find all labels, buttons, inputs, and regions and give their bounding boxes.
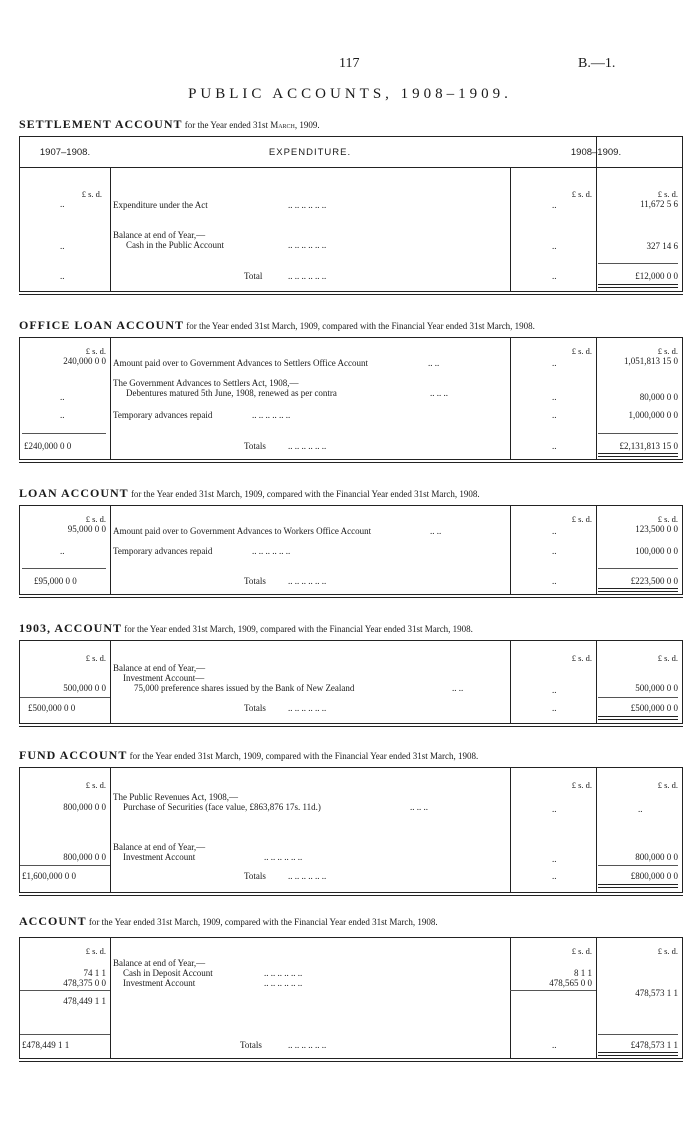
document-reference: B.—1. — [578, 56, 616, 71]
dot-leader: .. .. — [430, 526, 442, 536]
total-label: Totals — [244, 576, 266, 586]
row-subdescription: Purchase of Securities (face value, £863,876 17s. 11d.) — [123, 802, 321, 812]
last-account-table — [19, 937, 683, 1059]
inner-value: .. — [552, 685, 557, 695]
currency-heading: £ s. d. — [657, 346, 678, 356]
total-outer: £2,131,813 15 0 — [619, 441, 678, 451]
dot-leader: .. .. .. .. .. .. — [252, 410, 291, 420]
page-number: 117 — [339, 56, 360, 71]
total-inner: .. — [552, 871, 557, 881]
row-subdescription: Investment Account — [123, 852, 196, 862]
inner-value: .. — [552, 392, 557, 402]
total-outer: £12,000 0 0 — [635, 271, 678, 281]
row-subdescription: Investment Account — [123, 978, 196, 988]
prev-value: 800,000 0 0 — [63, 802, 106, 812]
last-account-heading-lead: ACCOUNT — [19, 914, 87, 928]
currency-heading: £ s. d. — [657, 780, 678, 790]
outer-value: 478,573 1 1 — [635, 988, 678, 998]
prev-value: 800,000 0 0 — [63, 852, 106, 862]
currency-heading: £ s. d. — [85, 653, 106, 663]
prev-value: 74 1 1 — [83, 968, 106, 978]
column-1908-1909: 1908–1909. — [570, 147, 622, 158]
currency-heading: £ s. d. — [571, 780, 592, 790]
total-outer: £478,573 1 1 — [630, 1040, 678, 1050]
prev-value: 500,000 0 0 — [63, 683, 106, 693]
total-label: Totals — [244, 441, 266, 451]
outer-value: 100,000 0 0 — [635, 546, 678, 556]
inner-value: 478,565 0 0 — [549, 978, 592, 988]
loan-heading — [19, 486, 480, 501]
dot-leader: .. .. — [452, 683, 464, 693]
column-1907-1908: 1907–1908. — [39, 147, 91, 158]
prev-subtotal: 478,449 1 1 — [63, 996, 106, 1006]
row-description: Balance at end of Year,— — [113, 842, 206, 852]
dot-leader: .. .. .. .. .. .. — [288, 240, 327, 250]
prev-value: 95,000 0 0 — [67, 524, 106, 534]
outer-value: 327 14 6 — [646, 241, 678, 251]
column-expenditure: EXPENDITURE. — [268, 147, 352, 158]
outer-value: 1,000,000 0 0 — [628, 410, 678, 420]
dot-leader: .. .. .. .. .. .. — [264, 968, 303, 978]
dot-leader: .. .. .. .. .. .. — [288, 576, 327, 586]
row-subdescription: 75,000 preference shares issued by the Bank of New Zealand — [134, 683, 355, 693]
settlement-table-header — [20, 137, 682, 168]
row-description: The Public Revenues Act, 1908,— — [113, 792, 238, 802]
currency-heading: £ s. d. — [657, 653, 678, 663]
row-description: Temporary advances repaid — [113, 410, 213, 420]
currency-heading: £ s. d. — [657, 946, 678, 956]
currency-heading: £ s. d. — [571, 946, 592, 956]
inner-value: .. — [552, 526, 557, 536]
settlement-heading-rest: for the Year ended 31st — [182, 120, 271, 130]
dot-leader: .. .. .. .. .. .. — [264, 978, 303, 988]
total-prev: £478,449 1 1 — [22, 1040, 70, 1050]
total-label: Totals — [244, 871, 266, 881]
total-outer: £800,000 0 0 — [630, 871, 678, 881]
loan-heading-rest: for the Year ended 31st March, 1909, compared with the Financial Year ended 31st March, 1908. — [128, 489, 480, 499]
currency-heading: £ s. d. — [571, 514, 592, 524]
office-loan-table — [19, 337, 683, 460]
dot-leader: .. .. .. — [430, 388, 448, 398]
office-loan-heading-rest: for the Year ended 31st March, 1909, compared with the Financial Year ended 31st March, 1908. — [184, 321, 535, 331]
currency-heading: £ s. d. — [85, 346, 106, 356]
total-prev: £1,600,000 0 0 — [22, 871, 76, 881]
currency-heading: £ s. d. — [571, 346, 592, 356]
currency-heading: £ s. d. — [85, 514, 106, 524]
row-description: Balance at end of Year,— — [113, 958, 206, 968]
row-description: Amount paid over to Government Advances to Workers Office Account — [113, 526, 372, 536]
row-description: Expenditure under the Act — [113, 200, 208, 210]
inner-value: .. — [552, 241, 557, 251]
row-subdescription: Cash in Deposit Account — [123, 968, 213, 978]
account-1903-table — [19, 640, 683, 724]
dot-leader: .. .. .. .. .. .. — [252, 546, 291, 556]
fund-table — [19, 767, 683, 893]
dot-leader: .. .. .. .. .. .. — [288, 871, 327, 881]
currency-heading: £ s. d. — [85, 780, 106, 790]
inner-value: 8 1 1 — [574, 968, 592, 978]
outer-value: 1,051,813 15 0 — [624, 356, 678, 366]
currency-heading: £ s. d. — [571, 653, 592, 663]
total-prev: .. — [60, 271, 65, 281]
row-description: Balance at end of Year,— — [113, 663, 206, 673]
loan-table — [19, 505, 683, 595]
outer-value: .. — [638, 804, 643, 814]
total-outer: £500,000 0 0 — [630, 703, 678, 713]
fund-heading — [19, 748, 478, 763]
total-inner: .. — [552, 1040, 557, 1050]
dot-leader: .. .. — [428, 358, 440, 368]
total-inner: .. — [552, 576, 557, 586]
outer-value: 11,672 5 6 — [640, 199, 678, 209]
settlement-heading-month: March — [270, 120, 295, 130]
row-description: Temporary advances repaid — [113, 546, 213, 556]
settlement-heading-lead: SETTLEMENT ACCOUNT — [19, 117, 183, 131]
row-subdescription: Cash in the Public Account — [126, 240, 224, 250]
outer-value: 123,500 0 0 — [635, 524, 678, 534]
settlement-heading-end: , 1909. — [294, 120, 320, 130]
total-prev: £500,000 0 0 — [28, 703, 76, 713]
total-inner: .. — [552, 271, 557, 281]
office-loan-heading — [19, 318, 535, 333]
total-inner: .. — [552, 441, 557, 451]
account-1903-heading-rest: for the Year ended 31st March, 1909, compared with the Financial Year ended 31st March, 1908. — [122, 624, 473, 634]
prev-value: .. — [60, 199, 65, 209]
prev-value: 240,000 0 0 — [63, 356, 106, 366]
prev-value: .. — [60, 241, 65, 251]
currency-heading: £ s. d. — [657, 514, 678, 524]
total-inner: .. — [552, 703, 557, 713]
row-description: Balance at end of Year,— — [113, 230, 206, 240]
dot-leader: .. .. .. — [410, 802, 428, 812]
row-description: Amount paid over to Government Advances to Settlers Office Account — [113, 358, 369, 368]
prev-value: .. — [60, 392, 65, 402]
outer-value: 800,000 0 0 — [635, 852, 678, 862]
prev-value: .. — [60, 410, 65, 420]
total-prev: £240,000 0 0 — [24, 441, 72, 451]
dot-leader: .. .. .. .. .. .. — [288, 703, 327, 713]
currency-heading: £ s. d. — [85, 946, 106, 956]
fund-heading-rest: for the Year ended 31st March, 1909, compared with the Financial Year ended 31st March, 1908. — [127, 751, 479, 761]
inner-value: .. — [552, 200, 557, 210]
prev-value: 478,375 0 0 — [63, 978, 106, 988]
total-outer: £223,500 0 0 — [630, 576, 678, 586]
office-loan-heading-lead: OFFICE LOAN ACCOUNT — [19, 318, 185, 332]
dot-leader: .. .. .. .. .. .. — [288, 1040, 327, 1050]
account-1903-heading — [19, 621, 473, 636]
last-account-heading — [19, 914, 438, 929]
fund-heading-lead: FUND ACCOUNT — [19, 748, 128, 762]
inner-value: .. — [552, 358, 557, 368]
outer-value: 80,000 0 0 — [639, 392, 678, 402]
dot-leader: .. .. .. .. .. .. — [288, 441, 327, 451]
row-subdescription: Investment Account— — [123, 673, 205, 683]
loan-heading-lead: LOAN ACCOUNT — [19, 486, 129, 500]
total-label: Totals — [240, 1040, 262, 1050]
currency-heading: £ s. d. — [571, 189, 592, 199]
account-1903-heading-lead: 1903, ACCOUNT — [19, 621, 123, 635]
inner-value: .. — [552, 854, 557, 864]
row-subdescription: Debentures matured 5th June, 1908, renewed as per contra — [126, 388, 337, 398]
row-description: The Government Advances to Settlers Act, 1908,— — [113, 378, 299, 388]
total-label: Total — [244, 271, 263, 281]
settlement-heading — [19, 117, 320, 132]
settlement-table — [19, 136, 683, 292]
inner-value: .. — [552, 410, 557, 420]
dot-leader: .. .. .. .. .. .. — [264, 852, 303, 862]
inner-value: .. — [552, 546, 557, 556]
last-account-heading-rest: for the Year ended 31st March, 1909, compared with the Financial Year ended 31st March, 1908. — [86, 917, 438, 927]
total-label: Totals — [244, 703, 266, 713]
total-prev: £95,000 0 0 — [34, 576, 77, 586]
dot-leader: .. .. .. .. .. .. — [288, 200, 327, 210]
currency-heading: £ s. d. — [657, 189, 678, 199]
inner-value: .. — [552, 804, 557, 814]
prev-value: .. — [60, 546, 65, 556]
outer-value: 500,000 0 0 — [635, 683, 678, 693]
page-title: PUBLIC ACCOUNTS, 1908–1909. — [188, 86, 512, 102]
currency-heading: £ s. d. — [81, 189, 102, 199]
dot-leader: .. .. .. .. .. .. — [288, 271, 327, 281]
